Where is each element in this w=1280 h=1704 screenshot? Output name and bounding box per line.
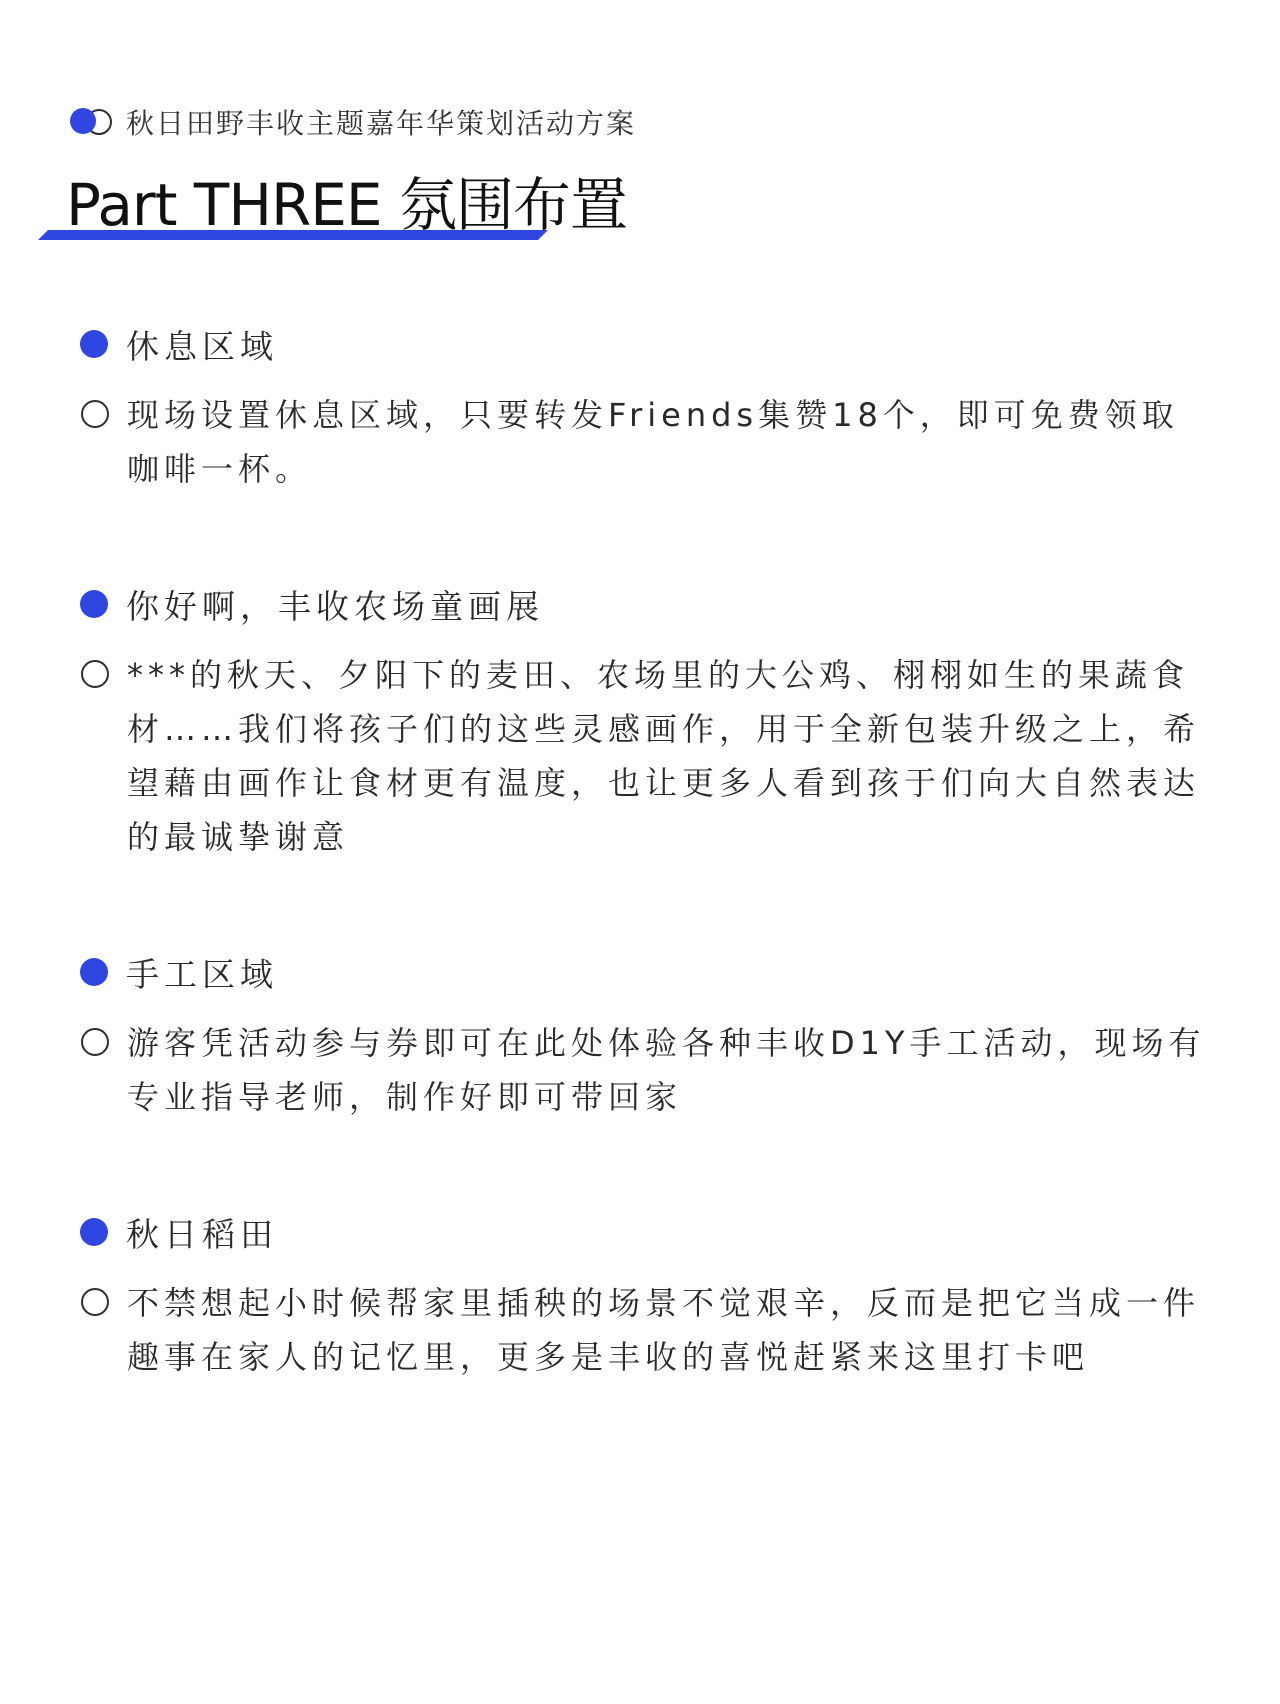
open-bullet-icon: [81, 400, 109, 428]
section-heading: [80, 322, 1210, 366]
section-body: [80, 648, 1210, 864]
section-heading: [80, 950, 1210, 994]
filled-bullet-icon: [80, 958, 108, 986]
open-bullet-icon: [81, 1288, 109, 1316]
section-title: 休息区域: [126, 326, 278, 366]
section-body: [80, 388, 1210, 496]
filled-bullet-icon: [80, 330, 108, 358]
logo-circles-icon: [70, 108, 114, 136]
section-rest-area: [80, 322, 1210, 496]
section-body: [80, 1016, 1210, 1124]
sections-list: [80, 322, 1210, 1470]
section-body: [80, 1276, 1210, 1384]
open-bullet-icon: [81, 1028, 109, 1056]
section-art-exhibition: [80, 582, 1210, 864]
filled-bullet-icon: [80, 590, 108, 618]
part-title: Part THREE 氛围布置: [66, 171, 628, 239]
section-title: 你好啊，丰收农场童画展: [126, 586, 544, 626]
section-heading: [80, 1210, 1210, 1254]
document-header: [70, 102, 636, 142]
filled-bullet-icon: [80, 1218, 108, 1246]
open-bullet-icon: [81, 660, 109, 688]
section-handcraft-area: [80, 950, 1210, 1124]
section-heading: [80, 582, 1210, 626]
section-text: 现场设置休息区域，只要转发Friends集赞18个，即可免费领取咖啡一杯。: [127, 396, 1179, 488]
document-title: 秋日田野丰收主题嘉年华策划活动方案: [126, 107, 637, 140]
section-text: 游客凭活动参与券即可在此处体验各种丰收D1Y手工活动，现场有专业指导老师，制作好即可带回家: [127, 1024, 1206, 1116]
section-text: 不禁想起小时候帮家里插秧的场景不觉艰辛，反而是把它当成一件趣事在家人的记忆里，更多是丰收的喜悦赶紧来这里打卡吧: [127, 1284, 1201, 1376]
section-text: ***的秋天、夕阳下的麦田、农场里的大公鸡、栩栩如生的果蔬食材……我们将孩子们的这些灵感画作，用于全新包装升级之上，希望藉由画作让食材更有温度，也让更多人看到孩于们向大自然表达的最诚挚谢意: [127, 656, 1201, 856]
section-rice-field: [80, 1210, 1210, 1384]
section-title: 秋日稻田: [126, 1214, 278, 1254]
part-heading: [36, 170, 628, 250]
section-title: 手工区域: [126, 954, 278, 994]
